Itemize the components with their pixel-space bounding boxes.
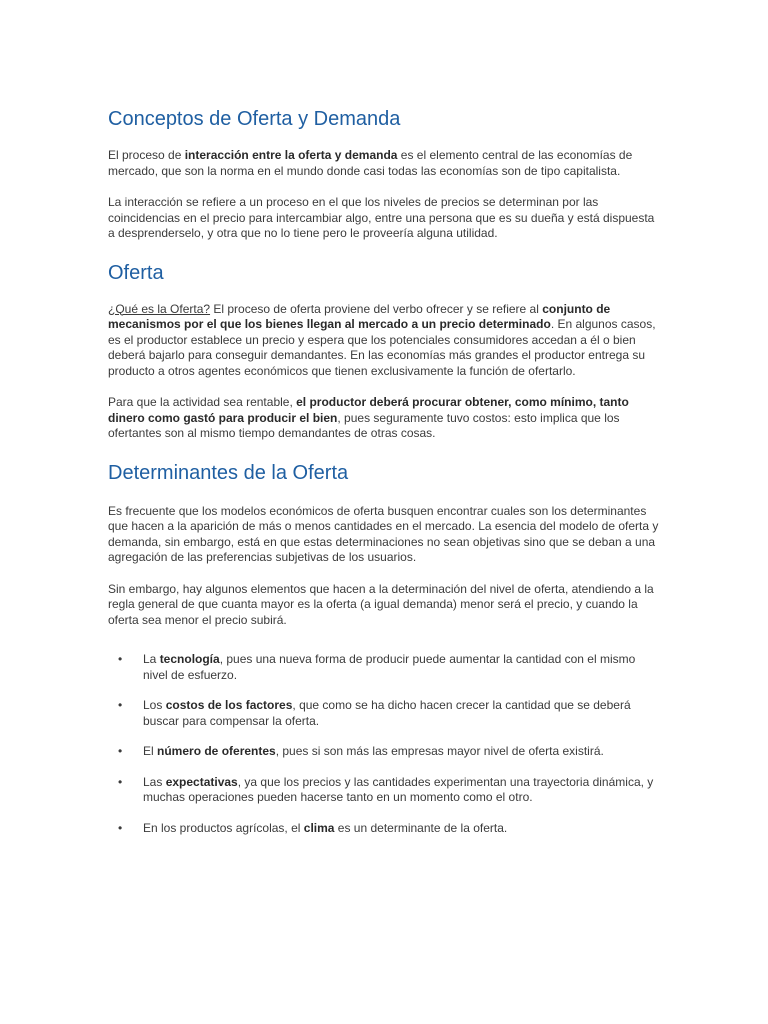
- oferta-p2-text-a: Para que la actividad sea rentable,: [108, 395, 297, 409]
- section-title-determinantes: Determinantes de la Oferta: [108, 461, 349, 484]
- bullet-icon: •: [118, 744, 123, 758]
- determinantes-list: [108, 652, 660, 836]
- determinantes-paragraph-1: Es frecuente que los modelos económicos de oferta busquen encontrar cuales son los determinantes que hacen a la aparición de más o menos cantidades en el mercado. La esencia del modelo de oferta y demanda, sin embargo, está en que estas determinaciones no sean objetivas sino que se deban a una agregación de las preferencias subjetivas de los usuarios.: [108, 503, 659, 564]
- list-item: [108, 744, 660, 760]
- oferta-p1-bold: conjunto de mecanismos por el que los bienes llegan al mercado a un precio determinado: [108, 301, 611, 331]
- list-item-bold: expectativas: [165, 774, 238, 789]
- conceptos-paragraph-1: [108, 148, 660, 179]
- oferta-p2-text-c: , pues seguramente tuvo costos: esto implica que los ofertantes son al mismo tiempo demandantes de otras cosas.: [108, 410, 620, 440]
- list-item-text-a: El: [143, 744, 158, 758]
- document-content: [108, 104, 660, 851]
- oferta-paragraph-1: [108, 302, 660, 380]
- bullet-icon: •: [118, 774, 123, 789]
- list-item-bold: clima: [303, 820, 335, 835]
- list-item-text-c: es un determinante de la oferta.: [334, 820, 508, 835]
- list-item-text-c: , ya que los precios y las cantidades experimentan una trayectoria dinámica, y muchas operaciones pueden hacerse tanto en un momento como el otro.: [143, 774, 654, 804]
- list-item-text-a: La: [143, 652, 160, 666]
- oferta-p2-bold: el productor deberá procurar obtener, como mínimo, tanto dinero como gastó para producir el bien: [108, 395, 629, 425]
- conceptos-paragraph-2: La interacción se refiere a un proceso en el que los niveles de precios se determinan por las coincidencias en el precio para intercambiar algo, entre una persona que es su dueña y está dispuesta a desprenderselo, y otra que no lo tiene pero le proveería alguna utilidad.: [108, 195, 655, 240]
- list-item-bold: número de oferentes: [157, 744, 276, 758]
- list-item: [108, 652, 660, 683]
- oferta-paragraph-2: [108, 395, 660, 442]
- list-item-bold: costos de los factores: [165, 698, 293, 712]
- list-item-text-a: Las: [143, 774, 166, 789]
- conceptos-p1-text-c: es el elemento central de las economías de mercado, que son la norma en el mundo donde casi todas las economías son de tipo capitalista.: [108, 148, 633, 178]
- bullet-icon: •: [118, 652, 123, 666]
- list-item: [108, 821, 660, 837]
- list-item-bold: tecnología: [159, 652, 220, 666]
- list-item: [108, 775, 660, 806]
- bullet-icon: •: [118, 820, 123, 835]
- oferta-p1-text-a: El proceso de oferta proviene del verbo ofrecer y se refiere al: [210, 301, 543, 316]
- list-item-text-c: , pues una nueva forma de producir puede aumentar la cantidad con el mismo nivel de esfuerzo.: [143, 652, 636, 682]
- list-item-text-c: , que como se ha dicho hacen crecer la cantidad que se deberá buscar para compensar la oferta.: [143, 698, 631, 728]
- bullet-icon: •: [118, 698, 123, 712]
- conceptos-p1-bold: interacción entre la oferta y demanda: [184, 148, 398, 162]
- section-title-oferta: Oferta: [108, 261, 164, 284]
- oferta-p1-text-c: . En algunos casos, es el productor establece un precio y espera que los potenciales consumidores accedan a él o bien deberá bajarlo para conseguir demandantes. En las economías más grandes el productor entrega su producto a otros agentes económicos que tienen exclusivamente la función de ofertarlo.: [108, 317, 656, 378]
- list-item-text-a: Los: [143, 698, 166, 712]
- list-item-text-a: En los productos agrícolas, el: [143, 820, 304, 835]
- conceptos-p1-text-a: El proceso de: [108, 148, 185, 162]
- determinantes-paragraph-2: Sin embargo, hay algunos elementos que hacen a la determinación del nivel de oferta, atendiendo a la regla general de que cuanta mayor es la oferta (a igual demanda) menor será el precio, y cuando la oferta sea menor el precio subirá.: [108, 581, 654, 627]
- list-item-text-c: , pues si son más las empresas mayor nivel de oferta existirá.: [275, 744, 604, 758]
- list-item: [108, 698, 660, 729]
- que-es-la-oferta-link[interactable]: ¿Qué es la Oferta?: [108, 301, 211, 316]
- section-title-conceptos: Conceptos de Oferta y Demanda: [108, 108, 401, 130]
